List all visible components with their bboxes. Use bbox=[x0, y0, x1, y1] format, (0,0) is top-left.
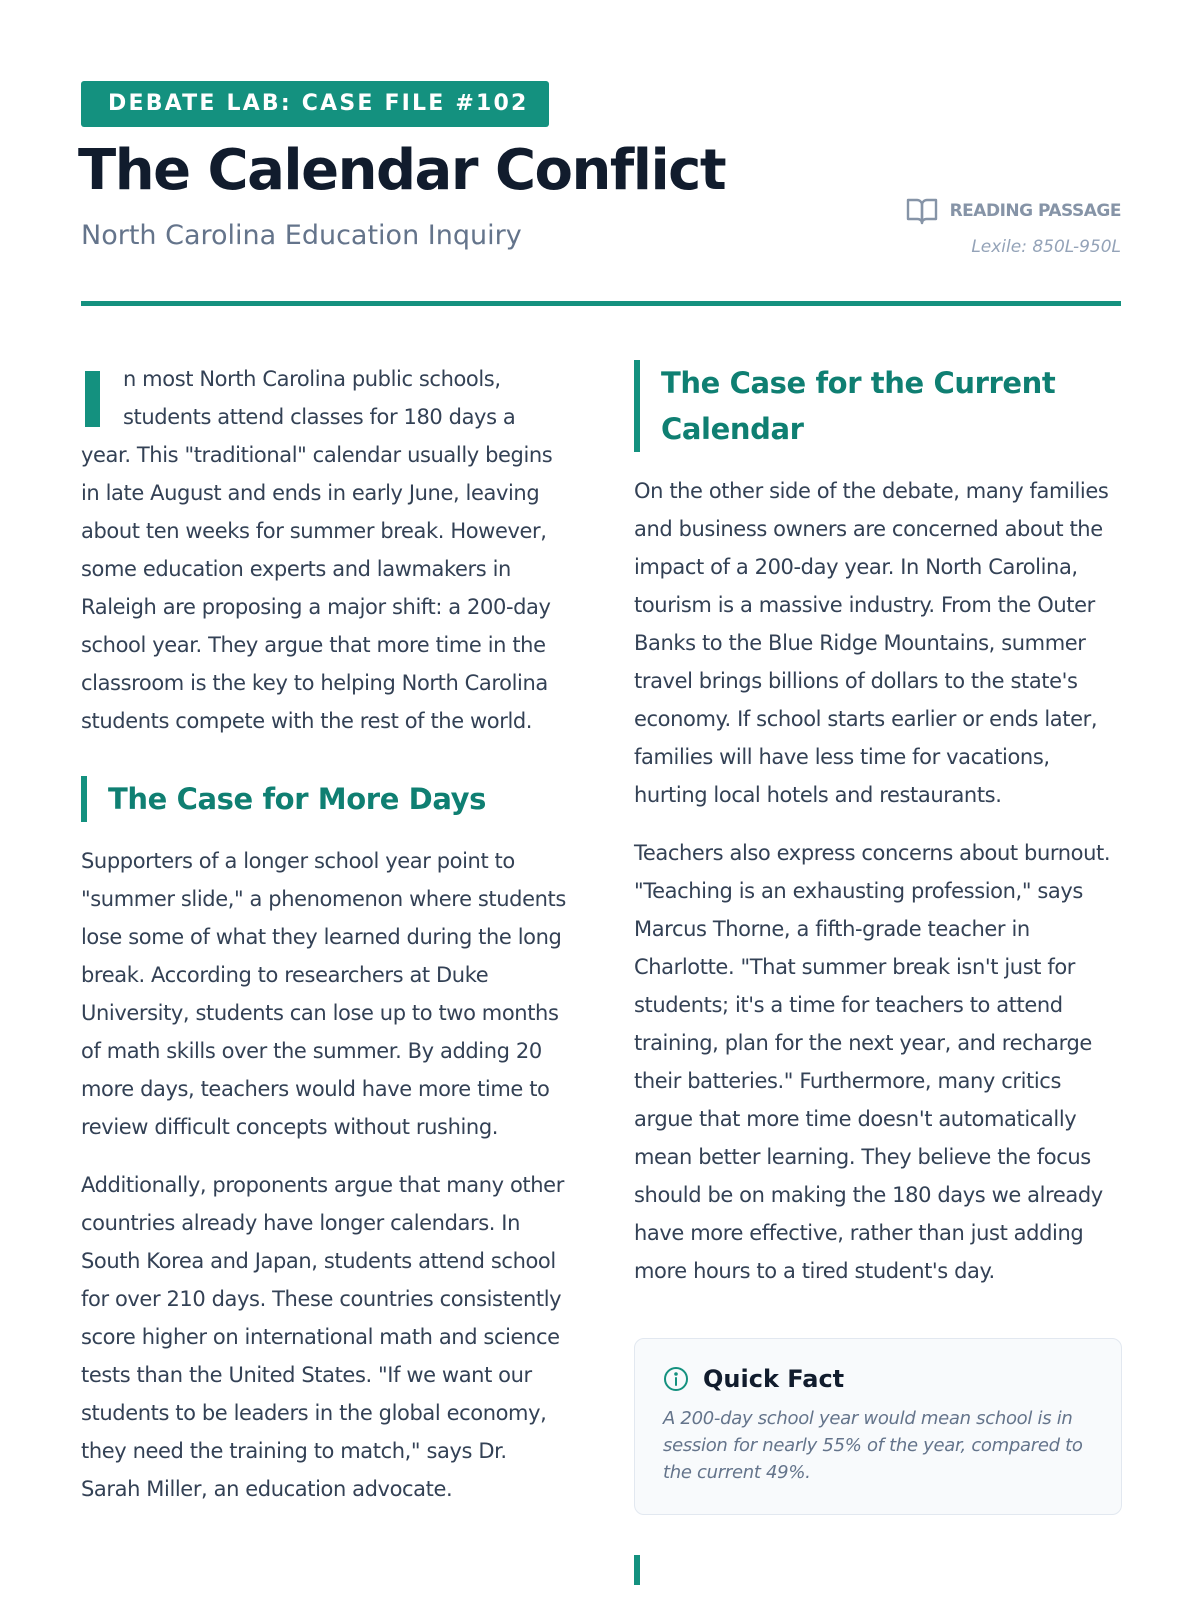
info-icon bbox=[663, 1366, 689, 1392]
more-days-paragraph-2: Additionally, proponents argue that many other countries already have longer calendars. In South Korea and Japan, students attend school for over 210 days. These countries consistently score higher on international math and science tests than the United States. "If we want our students to be leaders in the global economy, they need the training to match," says Dr. Sarah Miller, an education advocate. bbox=[81, 1173, 564, 1501]
drop-cap-i bbox=[85, 371, 100, 427]
reading-passage-text: READING PASSAGE bbox=[949, 201, 1121, 221]
case-file-badge: DEBATE LAB: CASE FILE #102 bbox=[81, 81, 549, 127]
left-column bbox=[81, 360, 571, 1508]
header-divider bbox=[81, 301, 1121, 306]
heading-current-calendar: The Case for the Current Calendar bbox=[634, 360, 1122, 452]
book-open-icon bbox=[906, 197, 938, 225]
intro-text: n most North Carolina public schools, students attend classes for 180 days a year. This "traditional" calendar usually begins in late August and ends in early June, leaving about ten weeks for summer break. However, some education experts and lawmakers in Raleigh are proposing a major shift: a 200-day school year. They argue that more time in the classroom is the key to helping North Carolina students compete with the rest of the world. bbox=[81, 367, 553, 733]
intro-paragraph bbox=[81, 360, 571, 740]
quick-fact-box bbox=[634, 1338, 1122, 1515]
right-column bbox=[634, 360, 1122, 1585]
page-title: The Calendar Conflict bbox=[78, 138, 726, 203]
lexile-level: Lexile: 850L-950L bbox=[971, 237, 1121, 257]
heading-more-days: The Case for More Days bbox=[81, 776, 571, 822]
reading-passage-label bbox=[906, 197, 1121, 225]
next-heading-marker bbox=[634, 1555, 640, 1585]
current-calendar-paragraph-2: Teachers also express concerns about burnout. "Teaching is an exhausting profession," says Marcus Thorne, a fifth-grade teacher in Charlotte. "That summer break isn't just for students; it's a time for teachers to attend training, plan for the next year, and recharge their batteries." Furthermore, many critics argue that more time doesn't automatically mean better learning. They believe the focus should be on making the 180 days we already have more effective, rather than just adding more hours to a tired student's day. bbox=[634, 841, 1111, 1283]
quick-fact-title: Quick Fact bbox=[703, 1365, 845, 1393]
more-days-paragraph-1: Supporters of a longer school year point to "summer slide," a phenomenon where students lose some of what they learned during the long break. According to researchers at Duke University, students can lose up to two months of math skills over the summer. By adding 20 more days, teachers would have more time to review difficult concepts without rushing. bbox=[81, 849, 566, 1139]
page-subtitle: North Carolina Education Inquiry bbox=[81, 220, 522, 251]
quick-fact-text: A 200-day school year would mean school is in session for nearly 55% of the year, compared to the current 49%. bbox=[663, 1408, 1083, 1483]
current-calendar-paragraph-1: On the other side of the debate, many families and business owners are concerned about the impact of a 200-day year. In North Carolina, tourism is a massive industry. From the Outer Banks to the Blue Ridge Mountains, summer travel brings billions of dollars to the state's economy. If school starts earlier or ends later, families will have less time for vacations, hurting local hotels and restaurants. bbox=[634, 479, 1109, 807]
